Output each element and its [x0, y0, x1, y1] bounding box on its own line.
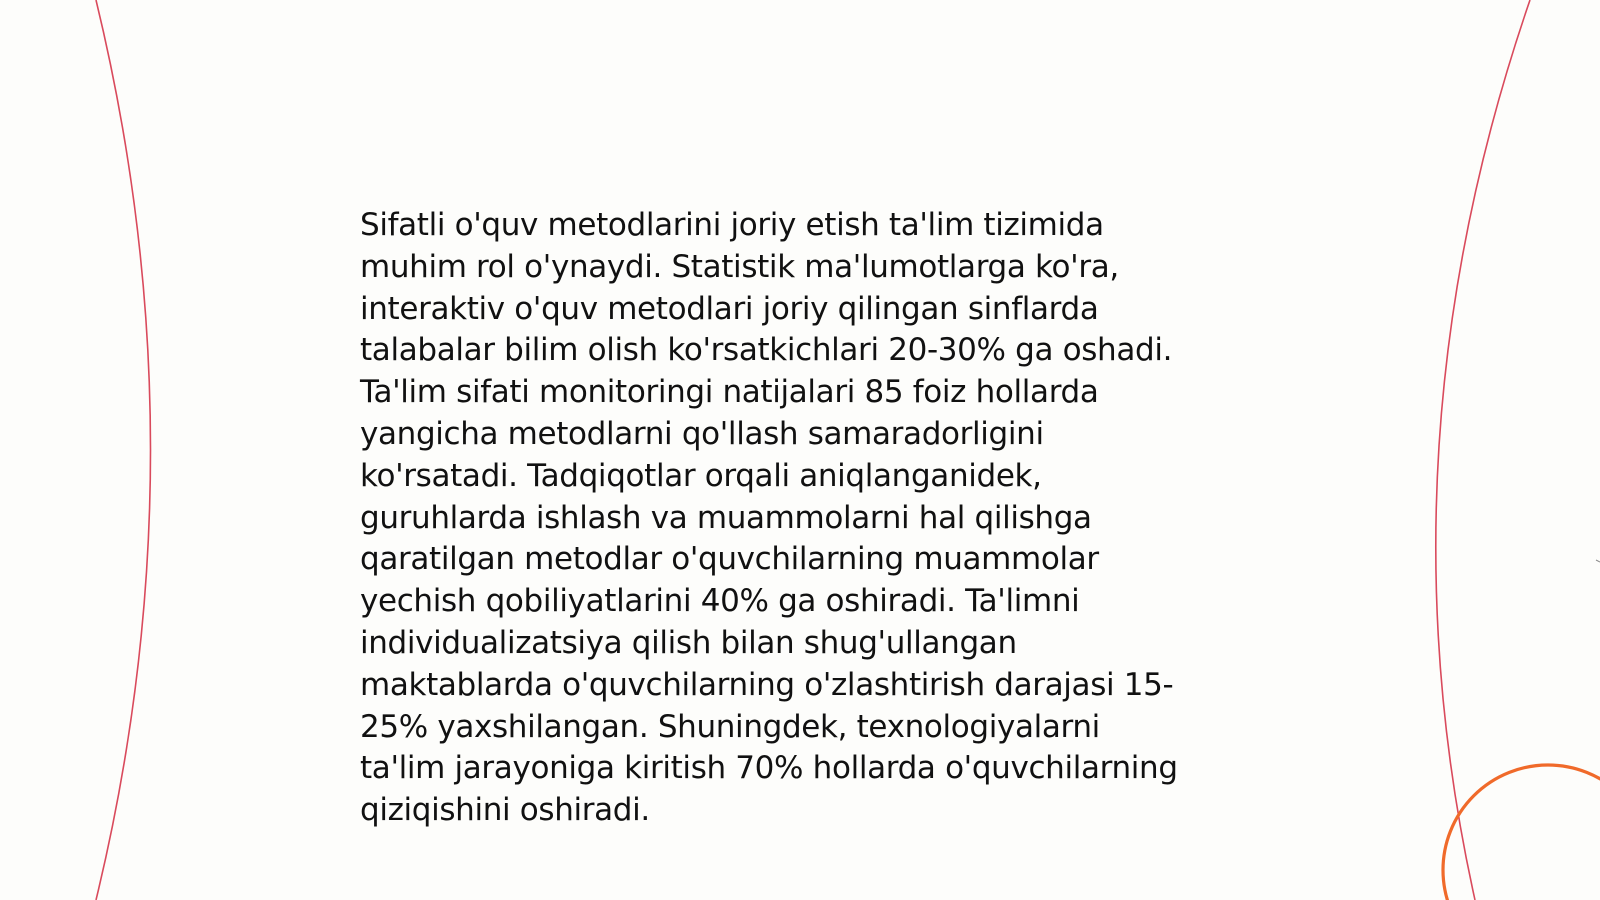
right-curve — [1436, 0, 1530, 900]
orange-circle — [1443, 765, 1600, 900]
body-text: Sifatli o'quv metodlarini joriy etish ta'lim tizimida muhim rol o'ynaydi. Statistik ma'lumotlarga ko'ra, interaktiv o'quv metodlari joriy qilingan sinflarda talabalar bilim olish ko'rsatkichlari 20-30% ga oshadi. Ta'lim sifati monitoringi natijalari 85 foiz hollarda yangicha metodlarni qo'llash samaradorligini ko'rsatadi. Tadqiqotlar orqali aniqlanganidek, guruhlarda ishlash va muammolarni hal qilishga qaratilgan metodlar o'quvchilarning muammolar yechish qobiliyatlarini 40% ga oshiradi. Ta'limni individualizatsiya qilish bilan shug'ullangan maktablarda o'quvchilarning o'zlashtirish darajasi 15- 25% yaxshilangan. Shuningdek, texnologiyalarni ta'lim jarayoniga kiritish 70% hollarda o'quvchilarning qiziqishini oshiradi. — [360, 207, 1178, 829]
left-curve — [96, 0, 151, 900]
edge-mark — [1596, 560, 1600, 562]
